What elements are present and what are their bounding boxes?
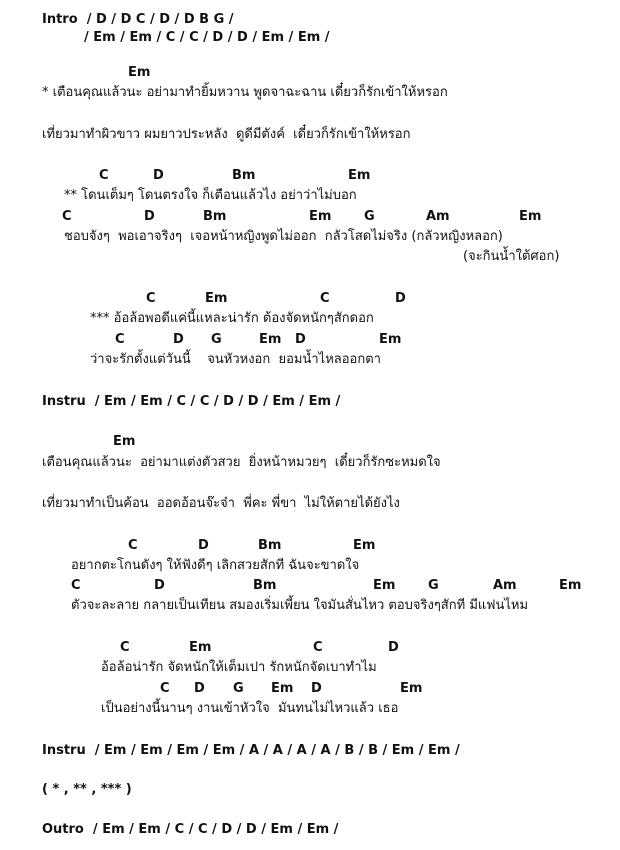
lyric-line: เตือนคุณแล้วนะ อย่ามาแต่งตัวสวย ยิ่งหน้าหมวยๆ เดี๋ยวก็รักซะหมดใจ [42, 455, 441, 470]
repeat-marker: ( * , ** , *** ) [42, 782, 132, 797]
chord: D [311, 681, 322, 696]
lyric-line: ชอบจังๆ พอเอาจริงๆ เจอหน้าหญิงพูดไม่ออก กลัวโสดไม่จริง (กลัวหญิงหลอก) [64, 229, 503, 244]
chord: Em [309, 209, 332, 224]
chord: C [62, 209, 72, 224]
lyric-line: เที่ยวมาทำเป็นค้อน ออดอ้อนจ๊ะจ๋า พี่คะ พี่ขา ไม่ให้ตายได้ยังไง [42, 496, 400, 511]
chord: Em [271, 681, 294, 696]
chord: Em [373, 578, 396, 593]
lyric-line: ** โดนเต็มๆ โดนตรงใจ ก็เตือนแล้วไง อย่าว่าไม่บอก [64, 188, 357, 203]
chord: G [211, 332, 222, 347]
chord: C [320, 291, 330, 306]
chord: D [198, 538, 209, 553]
lyric-line: ว่าจะรักตั้งแต่วันนี้ จนหัวหงอก ยอมน้ำไหลออกตา [90, 352, 381, 367]
chord: C [146, 291, 156, 306]
chord: Am [426, 209, 450, 224]
chord: Em [400, 681, 423, 696]
lyric-line: อ้อล้อน่ารัก จัดหนักให้เต็มเปา รักหนักจัดเบาทำไม [101, 660, 377, 675]
chord: G [364, 209, 375, 224]
lyric-line: อยากตะโกนดังๆ ให้ฟังดีๆ เลิกสวยสักที ฉันจะขาดใจ [71, 558, 360, 573]
lyric-line: เที่ยวมาทำผิวขาว ผมยาวประหลัง ดูดีมีตังค์ เดี๋ยวก็รักเข้าให้หรอก [42, 127, 411, 142]
instrumental-line: Instru / Em / Em / Em / Em / A / A / A / A / B / B / Em / Em / [42, 743, 460, 758]
chord: D [388, 640, 399, 655]
chord: Em [205, 291, 228, 306]
chord: Bm [203, 209, 227, 224]
chord: C [313, 640, 323, 655]
chord: D [144, 209, 155, 224]
instrumental-line: Instru / Em / Em / C / C / D / D / Em / Em / [42, 394, 341, 409]
chord: Bm [253, 578, 277, 593]
chord: Em [128, 65, 151, 80]
chord: Bm [232, 168, 256, 183]
chord: D [154, 578, 165, 593]
lyric-line: (จะกินน้ำใต้ศอก) [463, 249, 560, 264]
chord: D [395, 291, 406, 306]
chord: Em [353, 538, 376, 553]
lyric-line: เป็นอย่างนี้นานๆ งานเข้าหัวใจ มันทนไม่ไหวแล้ว เธอ [101, 701, 399, 716]
chord: C [128, 538, 138, 553]
intro-line-1: Intro / D / D C / D / D B G / [42, 12, 234, 27]
chord: C [99, 168, 109, 183]
chord: Em [379, 332, 402, 347]
chord: Em [189, 640, 212, 655]
chord: Bm [258, 538, 282, 553]
lyric-line: *** อ้อล้อพอดีแค่นี้แหละน่ารัก ต้องจัดหนักๆสักดอก [90, 311, 374, 326]
chord: C [160, 681, 170, 696]
chord: C [120, 640, 130, 655]
outro-line: Outro / Em / Em / C / C / D / D / Em / Em / [42, 822, 339, 837]
chord: Am [493, 578, 517, 593]
chord: Em [559, 578, 582, 593]
chord: C [71, 578, 81, 593]
chord: D [295, 332, 306, 347]
chord: G [233, 681, 244, 696]
chord: G [428, 578, 439, 593]
chord: Em [259, 332, 282, 347]
chord: Em [519, 209, 542, 224]
lyric-line: ตัวจะละลาย กลายเป็นเทียน สมองเริ่มเพี้ยน ใจมันสั่นไหว ตอบจริงๆสักที มีแฟนไหม [71, 598, 529, 613]
chord: D [173, 332, 184, 347]
chord: Em [348, 168, 371, 183]
chord: Em [113, 434, 136, 449]
intro-line-2: / Em / Em / C / C / D / D / Em / Em / [84, 30, 330, 45]
chord: C [115, 332, 125, 347]
chord: D [194, 681, 205, 696]
lyric-line: * เตือนคุณแล้วนะ อย่ามาทำยิ้มหวาน พูดจาฉะฉาน เดี๋ยวก็รักเข้าให้หรอก [42, 85, 448, 100]
chord: D [153, 168, 164, 183]
